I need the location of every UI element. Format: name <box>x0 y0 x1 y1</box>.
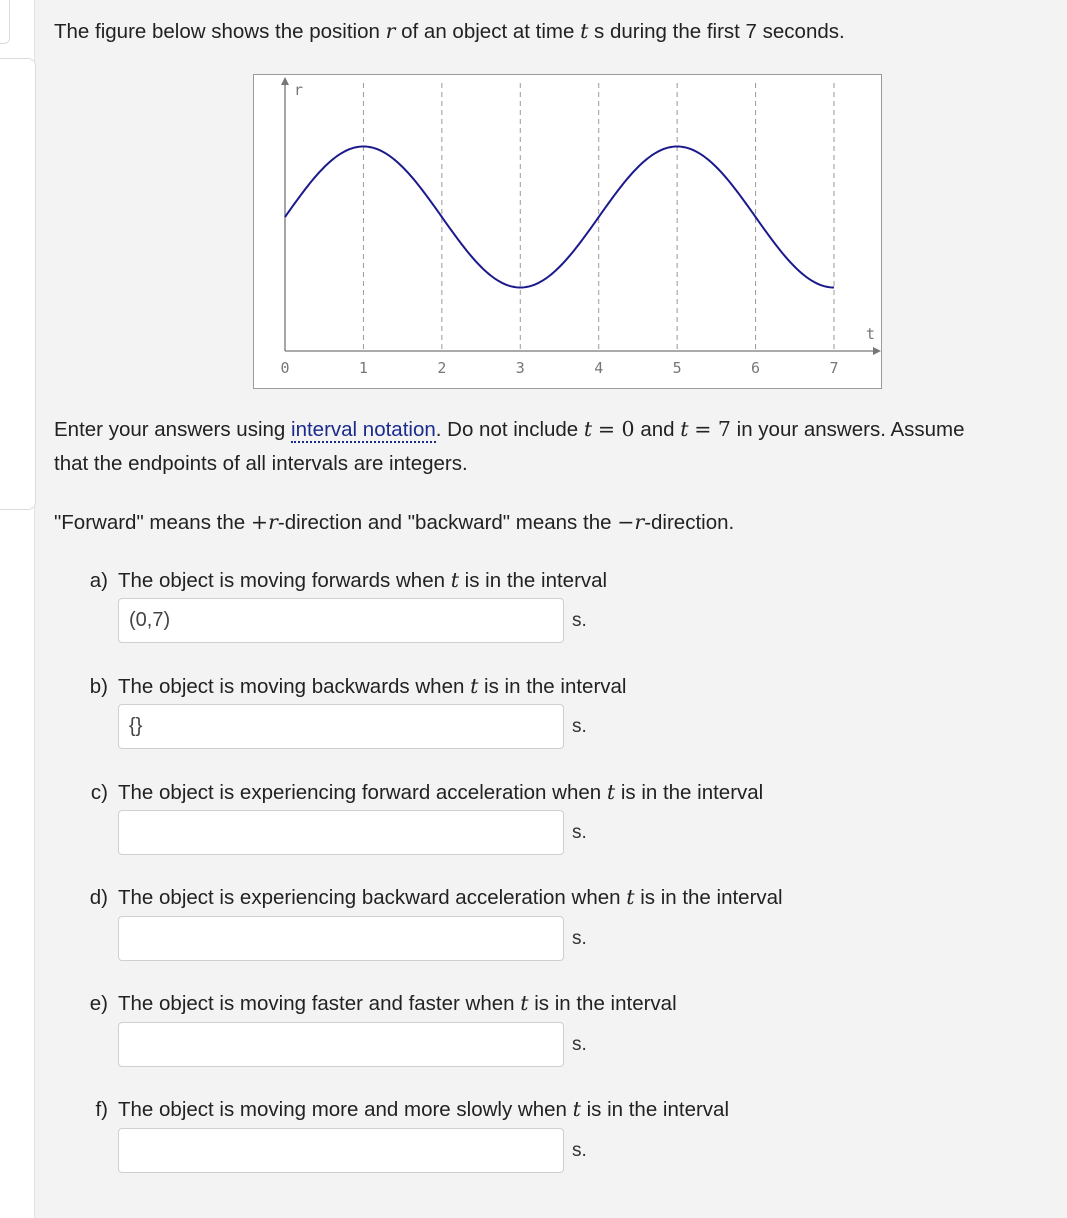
question-var-t: t <box>450 568 459 592</box>
question-post: is in the interval <box>464 569 608 592</box>
answer-f-unit: s. <box>572 1140 587 1161</box>
t-axis-label: t <box>866 325 876 343</box>
tick-label-0: 0 <box>280 359 290 377</box>
answer-b-input[interactable] <box>118 704 564 749</box>
tick-label-4: 4 <box>594 359 604 377</box>
question-post: is in the interval <box>484 675 627 698</box>
question-letter: d) <box>89 886 108 909</box>
dir-var-r2: r <box>634 510 645 534</box>
tick-label-2: 2 <box>437 359 447 377</box>
answer-e-input[interactable] <box>118 1022 564 1067</box>
intro-part1: The figure below shows the position <box>54 20 380 43</box>
answer-c-unit: s. <box>572 822 587 843</box>
instructions-part2: . Do not include <box>435 418 579 441</box>
dir-plus: + <box>250 510 269 534</box>
position-graph <box>253 74 882 389</box>
instr-var-t2: t <box>680 417 689 441</box>
answer-b-unit: s. <box>572 716 587 737</box>
left-rail <box>0 0 35 1218</box>
tick-label-1: 1 <box>358 359 368 377</box>
intro-part2: of an object at time <box>401 20 575 43</box>
direction-note <box>54 505 734 540</box>
question-var-t: t <box>470 674 479 698</box>
instr-var-t1: t <box>583 417 593 441</box>
tick-label-7: 7 <box>829 359 839 377</box>
tick-label-5: 5 <box>672 359 682 377</box>
answer-d-input[interactable] <box>118 916 564 961</box>
question-var-t: t <box>626 885 635 909</box>
answer-c-input[interactable] <box>118 810 564 855</box>
t-axis-arrow <box>873 347 881 355</box>
answer-d-unit: s. <box>572 928 587 949</box>
position-chart-svg <box>254 75 881 388</box>
r-axis-label: r <box>294 81 304 99</box>
instr-eq1: = 0 <box>597 417 635 441</box>
dir-part1: "Forward" means the <box>54 511 246 534</box>
question-pre: The object is moving forwards when <box>118 569 446 592</box>
question-letter: b) <box>89 675 108 698</box>
answer-a-unit: s. <box>572 610 587 631</box>
answer-a-input[interactable] <box>118 598 564 643</box>
answer-f-input[interactable] <box>118 1128 564 1173</box>
question-letter: e) <box>89 992 108 1015</box>
rail-panel[interactable] <box>0 58 36 510</box>
question-post: is in the interval <box>586 1098 730 1121</box>
rail-tab[interactable] <box>0 0 10 44</box>
question-a-label <box>68 565 607 596</box>
instructions-text <box>54 412 1067 481</box>
answer-e-unit: s. <box>572 1034 587 1055</box>
interval-notation-link[interactable]: interval notation <box>291 418 436 441</box>
question-pre: The object is experiencing forward acceleration when <box>118 781 602 804</box>
intro-var-t: t <box>580 19 589 43</box>
question-e-label <box>68 988 677 1019</box>
intro-var-r: r <box>385 19 396 43</box>
dir-minus: − <box>617 510 635 534</box>
question-pre: The object is moving backwards when <box>118 675 465 698</box>
question-pre: The object is experiencing backward acceleration when <box>118 886 621 909</box>
question-var-t: t <box>520 991 529 1015</box>
dir-var-r1: r <box>268 510 278 534</box>
question-b-label <box>68 671 626 702</box>
question-letter: c) <box>90 781 108 804</box>
question-var-t: t <box>572 1097 581 1121</box>
intro-part3: s during the first 7 seconds. <box>594 20 845 43</box>
r-axis-arrow <box>281 77 289 85</box>
question-post: is in the interval <box>640 886 783 909</box>
instr-eq2: = 7 <box>694 417 731 441</box>
instructions-part3: in your answers. Assume <box>736 418 965 441</box>
instructions-part1: Enter your answers using <box>54 418 286 441</box>
question-pre: The object is moving faster and faster when <box>118 992 515 1015</box>
instructions-part4: that the endpoints of all intervals are integers. <box>54 452 468 475</box>
question-post: is in the interval <box>534 992 677 1015</box>
question-var-t: t <box>606 780 616 804</box>
dir-part3: -direction. <box>644 511 735 534</box>
tick-label-3: 3 <box>515 359 525 377</box>
question-d-label <box>68 882 783 913</box>
intro-text <box>54 14 845 49</box>
question-c-label <box>68 777 763 808</box>
dir-part2: -direction and "backward" means the <box>277 511 612 534</box>
question-letter: a) <box>89 569 108 592</box>
question-f-label <box>68 1094 729 1125</box>
question-post: is in the interval <box>620 781 764 804</box>
tick-label-6: 6 <box>751 359 761 377</box>
position-curve <box>285 146 834 287</box>
question-pre: The object is moving more and more slowly when <box>118 1098 567 1121</box>
question-letter: f) <box>95 1098 108 1121</box>
instr-and: and <box>640 418 675 441</box>
